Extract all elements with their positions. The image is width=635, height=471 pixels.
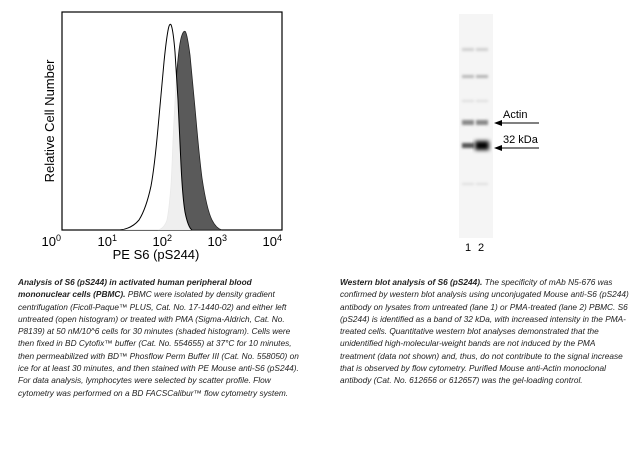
blot-lane xyxy=(459,14,493,238)
lane-label-2: 2 xyxy=(477,242,485,254)
caption-body: PBMC were isolated by density gradient centrifugation (Ficoll-Paque™ PLUS, Cat. No. 17-1440-02) and either left untreated (open histogram) or treated with PMA (Sigma-Aldrich, Cat. No. P8139) at 50 nM/10^6 cells for 30 minutes (shaded histogram). Cells were then fixed in BD Cytofix™ buffer (Cat. No. 554655) at 37°C for 10 minutes, then permeabilized with BD™ Phosflow Perm Buffer III (Cat. No. 558050) on ice for at least 30 minutes, and then stained with PE Mouse anti-S6 (pS244). For data analysis, lymphocytes were selected by scatter profile. Flow cytometry was performed on a BD FACSCalibur™ flow cytometry system. xyxy=(18,289,299,398)
actin-band xyxy=(476,120,488,125)
x-tick-label: $10^3$ xyxy=(207,233,227,249)
histogram-xlabel: PE S6 (pS244) xyxy=(112,247,200,262)
kda-label: 32 kDa xyxy=(503,134,538,146)
caption-body: The specificity of mAb N5-676 was confirmed by western blot analysis using unconjugated Mouse anti-S6 (pS244) antibody on lysates from untreated (lane 1) or PMA-treated (lane 2) PBMC. S6 (pS244) is identified as a band of 32 kDa, with increased intensity in the PMA-treated cells. Quantitative western blot analyses demonstrated that the unidentified high-molecular-weight bands are not induced by the PMA treatment (data not shown) and, thus, do not contribute to the signal increase that is observed by flow cytometry. Purified Mouse anti-Actin monoclonal antibody (Cat. No. 612656 or 612657) was the gel-loading control. xyxy=(340,277,629,386)
actin-label: Actin xyxy=(503,109,528,121)
actin-band xyxy=(462,120,474,125)
caption-title: Western blot analysis of S6 (pS244). xyxy=(340,277,483,287)
arrow-icon xyxy=(494,120,502,126)
western-blot-panel xyxy=(459,14,539,254)
x-tick-label: $10^1$ xyxy=(97,233,117,249)
x-tick-label: $10^4$ xyxy=(262,233,282,249)
s6-band-lane-1 xyxy=(462,143,474,148)
x-tick-label: $10^2$ xyxy=(152,233,172,249)
caption-title: Analysis of S6 (pS244) in activated human peripheral blood mononuclear cells (PBMC). xyxy=(18,277,252,300)
western-blot-caption xyxy=(340,276,630,387)
histogram-panel xyxy=(42,12,282,262)
kda-marker xyxy=(494,134,539,151)
lane-label-1: 1 xyxy=(464,242,472,254)
s6-band-lane-2 xyxy=(475,141,489,150)
arrow-icon xyxy=(494,145,502,151)
histogram-caption xyxy=(18,276,303,399)
histogram-ylabel: Relative Cell Number xyxy=(42,59,57,183)
x-tick-label: $10^0$ xyxy=(41,233,61,249)
actin-marker xyxy=(494,109,539,126)
